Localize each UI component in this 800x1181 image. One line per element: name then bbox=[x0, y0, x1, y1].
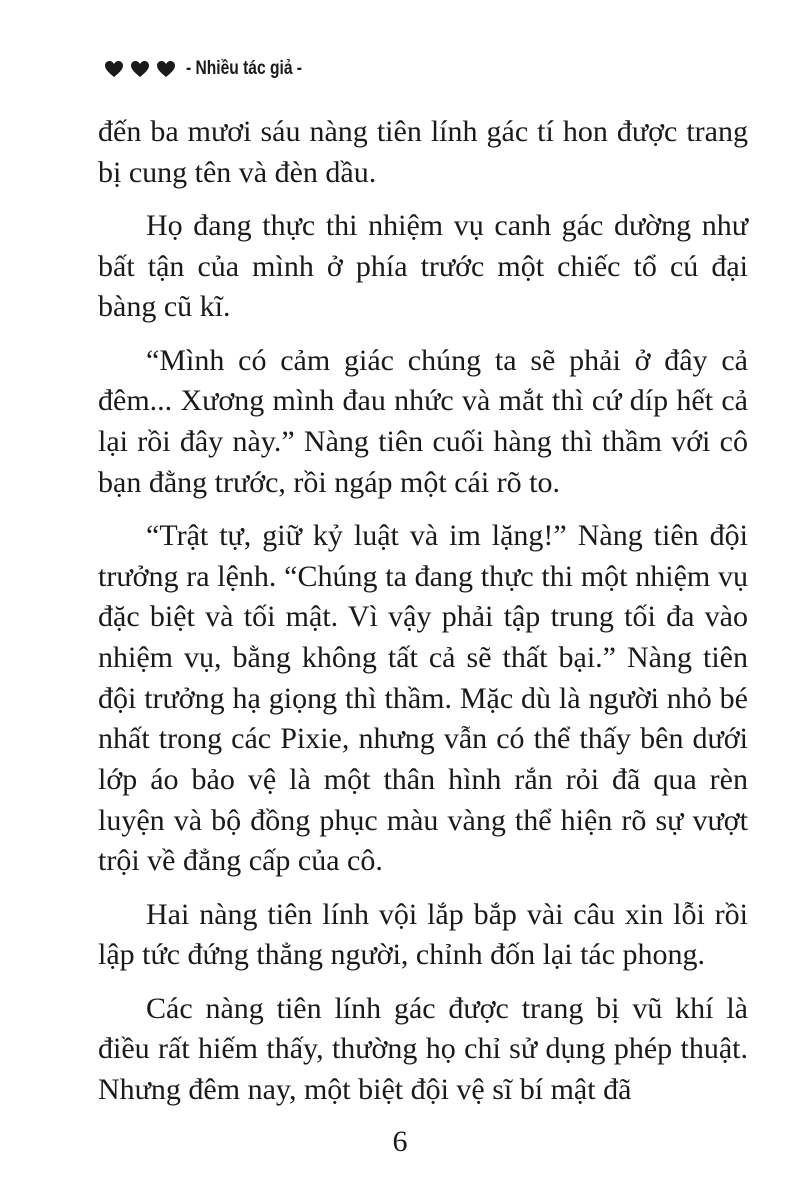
paragraph: Hai nàng tiên lính vội lắp bắp vài câu xin lỗi rồi lập tức đứng thẳng người, chỉnh đốn lại tác phong. bbox=[98, 897, 748, 972]
header-author-text: - Nhiều tác giả - bbox=[186, 58, 303, 79]
page-body bbox=[98, 112, 748, 1123]
heart-icon bbox=[130, 60, 150, 78]
heart-icon bbox=[104, 60, 124, 78]
page-number: 6 bbox=[392, 1125, 408, 1158]
paragraph: “Mình có cảm giác chúng ta sẽ phải ở đây cả đêm... Xương mình đau nhức và mắt thì cứ díp hết cả lại rồi đây này.” Nàng tiên cuối hàng thì thầm với cô bạn đằng trước, rồi ngáp một cái rõ to. bbox=[98, 343, 748, 499]
paragraph: “Trật tự, giữ kỷ luật và im lặng!” Nàng tiên đội trưởng ra lệnh. “Chúng ta đang thực thi một nhiệm vụ đặc biệt và tối mật. Vì vậy phải tập trung tối đa vào nhiệm vụ, bằng không tất cả sẽ thất bại.” Nàng tiên đội trưởng hạ giọng thì thầm. Mặc dù là người nhỏ bé nhất trong các Pixie, nhưng vẫn có thể thấy bên dưới lớp áo bảo vệ là một thân hình rắn rỏi đã qua rèn luyện và bộ đồng phục màu vàng thể hiện rõ sự vượt trội về đẳng cấp của cô. bbox=[98, 518, 748, 878]
heart-ornament bbox=[104, 60, 176, 78]
heart-icon bbox=[156, 60, 176, 78]
paragraph: đến ba mươi sáu nàng tiên lính gác tí hon được trang bị cung tên và đèn dầu. bbox=[98, 115, 748, 189]
running-header bbox=[104, 52, 327, 86]
paragraph: Các nàng tiên lính gác được trang bị vũ khí là điều rất hiếm thấy, thường họ chỉ sử dụng phép thuật. Nhưng đêm nay, một biệt đội vệ sĩ bí mật đã bbox=[98, 991, 748, 1106]
paragraph: Họ đang thực thi nhiệm vụ canh gác dường như bất tận của mình ở phía trước một chiếc tổ cú đại bàng cũ kĩ. bbox=[98, 208, 748, 324]
